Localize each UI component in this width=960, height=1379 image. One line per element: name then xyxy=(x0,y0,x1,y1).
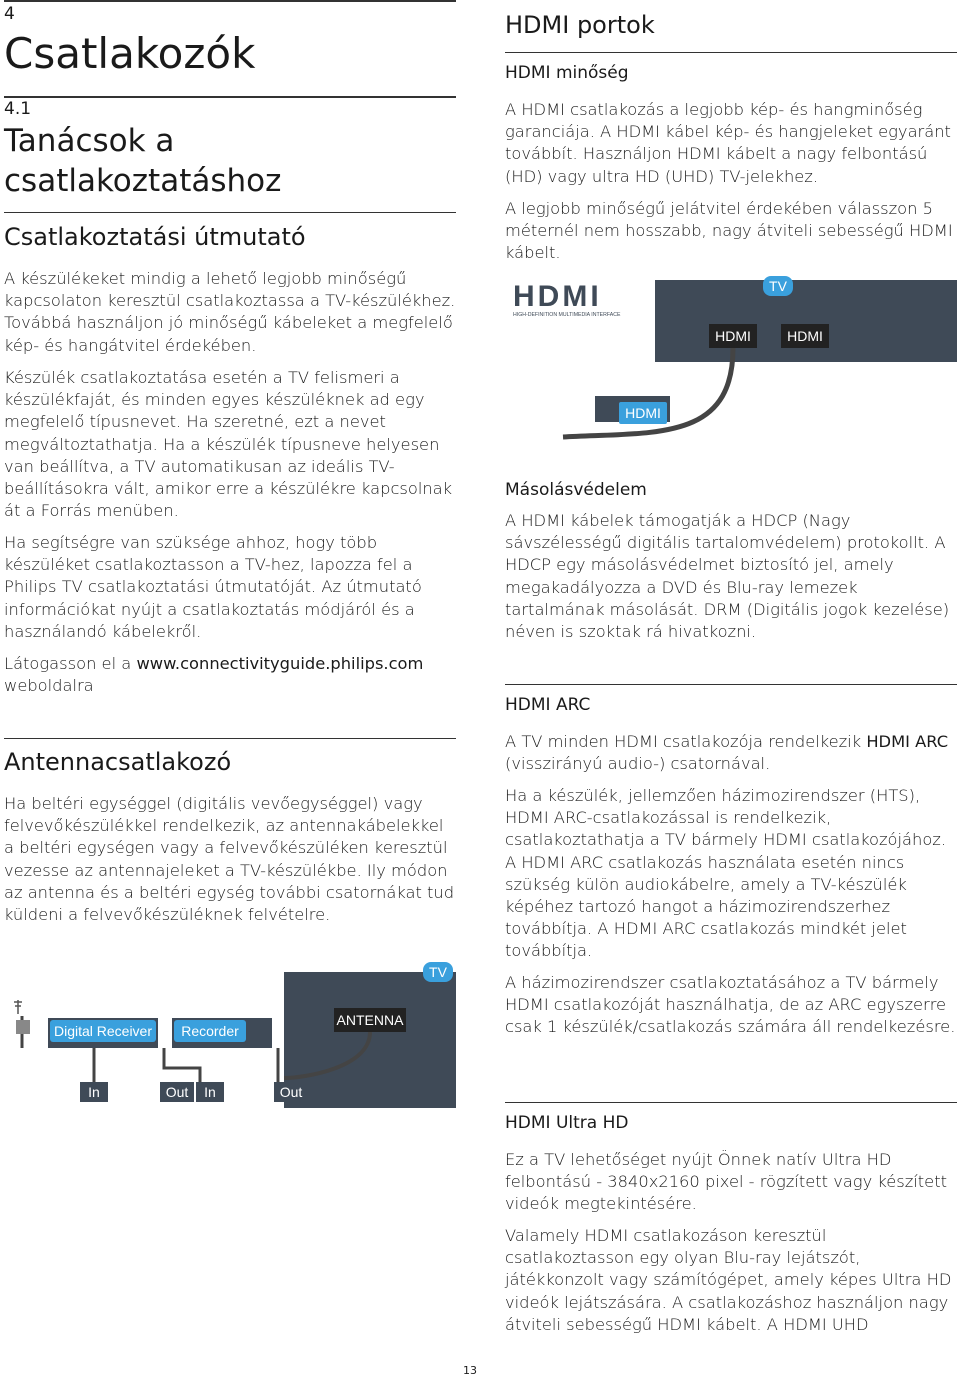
guide-paragraph-2: Készülék csatlakoztatása esetén a TV felismeri a készülékfaját, és minden egyes készüléknek ad egy megfelelő típusnevet. Ha szeretné, ezt a nevet megváltoztathatja. Ha a készülék típusneve helyesen van beállítva, a TV automatikusan az ideális TV-beállításokra vált, amikor erre a készülékre kapcsolnak át a Forrás menüben. xyxy=(4,368,453,521)
out-label-1: Out xyxy=(165,1084,189,1100)
antenna-diagram xyxy=(4,958,456,1108)
hdmi-title: HDMI portok xyxy=(505,11,655,39)
antenna-title: Antennacsatlakozó xyxy=(4,748,232,776)
guide-paragraph-3: Ha segítségre van szüksége ahhoz, hogy több készüléket csatlakoztasson a TV-hez, lapozza fel a Philips TV csatlakoztatási útmutatóját. Az útmutató információkat nyújt a csatlakoztatás módjáról és a használandó kábelekről. xyxy=(4,533,422,641)
arc-title: HDMI ARC xyxy=(505,695,591,715)
hdmi-logo-subtitle: HIGH-DEFINITION MULTIMEDIA INTERFACE xyxy=(513,312,621,318)
arc-p1-bold: HDMI ARC xyxy=(866,732,949,751)
guide-visit xyxy=(4,653,456,697)
antenna-port-label: ANTENNA xyxy=(336,1012,404,1028)
copy-protection-paragraph: A HDMI kábelek támogatják a HDCP (Nagy sávszélességű digitális tartalomvédelem) protokollt. A HDCP egy másolásvédelmet biztosító jel, amely megakadályozza a DVD és Blu-ray lemezek tartalmának másolását. DRM (Digitális jogok kezelése) néven is szoktak rá hivatkozni. xyxy=(505,511,950,642)
hdmi-logo: HDMI xyxy=(513,280,602,313)
guide-title: Csatlakoztatási útmutató xyxy=(4,223,306,251)
guide-rule xyxy=(4,212,456,213)
hdmi-rule xyxy=(505,52,957,53)
out-label-2: Out xyxy=(279,1084,303,1100)
section-number: 4.1 xyxy=(4,99,32,119)
uhd-paragraph-1: Ez a TV lehetőséget nyújt Önnek natív Ultra HD felbontású - 3840x2160 pixel - rögzített vagy készített videók megtekintésére. xyxy=(505,1150,947,1214)
arc-paragraph-3: A házimozirendszer csatlakoztatásához a TV bármely HDMI csatlakozóját használhatja, de az ARC egyszerre csak 1 készülék/csatlakozás számára áll rendelkezésre. xyxy=(505,973,956,1037)
page-number: 13 xyxy=(463,1364,477,1377)
section-title-line1: Tanácsok a xyxy=(4,123,175,159)
aerial-icon xyxy=(14,1000,22,1014)
arc-rule xyxy=(505,684,957,685)
hdmi-port-2-label: HDMI xyxy=(787,328,823,344)
section-title-line2: csatlakoztatáshoz xyxy=(4,163,282,199)
arc-paragraph-2: Ha a készülék, jellemzően házimozirendszer (HTS), HDMI ARC-csatlakozással is rendelkezik, csatlakoztathatja a TV bármely HDMI csatlakozójához. A HDMI ARC csatlakozás használata esetén nincs szükség külön audiokábelre, amely a TV-készülék képéhez tartozó hangot a házimozirendszerhez továbbítja. A HDMI ARC csatlakozás mindkét jelet továbbítja. xyxy=(505,786,947,961)
copy-protection-title: Másolásvédelem xyxy=(505,480,647,500)
section-rule xyxy=(4,96,456,98)
chapter-title: Csatlakozók xyxy=(4,29,256,78)
guide-paragraph-1: A készülékeket mindig a lehető legjobb minőségű kapcsolaton keresztül csatlakoztassa a TV-készülékhez. Továbbá használjon jó minőségű kábeleket a megfelelő kép- és hangátvitel érdekében. xyxy=(4,269,456,355)
hdmi-diagram xyxy=(505,272,957,452)
tv-body xyxy=(655,280,957,362)
uhd-rule xyxy=(505,1102,957,1103)
section-title xyxy=(4,121,456,201)
arc-paragraph-1 xyxy=(505,731,957,775)
chapter-rule xyxy=(4,0,456,2)
visit-suffix: weboldalra xyxy=(4,676,94,696)
visit-prefix: Látogasson el a xyxy=(4,654,132,673)
tv-label: TV xyxy=(429,964,447,980)
antenna-wall-socket-icon xyxy=(16,1020,30,1034)
tv-label: TV xyxy=(769,278,787,294)
connectivity-guide-link[interactable]: www.connectivityguide.philips.com xyxy=(136,654,424,673)
in-label-2: In xyxy=(204,1084,216,1100)
hdmi-quality-paragraph-1: A HDMI csatlakozás a legjobb kép- és hangminőség garanciája. A HDMI kábel kép- és hangjeleket egyaránt továbbít. Használjon HDMI kábelt a nagy felbontású (HD) vagy ultra HD (UHD) TV-jelekhez. xyxy=(505,100,951,186)
antenna-rule xyxy=(4,738,456,739)
antenna-paragraph: Ha beltéri egységgel (digitális vevőegységgel) vagy felvevőkészülékkel rendelkezik, az antennakábelekkel a beltéri egységen vagy a felvevőkészüléken keresztül vezesse az antennajeleket a TV-készülékbe. Ily módon az antenna és a beltéri egység további csatornákat tud küldeni a felvevőkészüléknek felvételre. xyxy=(4,794,455,925)
arc-p1-prefix: A TV minden HDMI csatlakozója rendelkezik xyxy=(505,732,862,751)
chapter-number: 4 xyxy=(4,4,15,24)
recorder-label: Recorder xyxy=(181,1023,239,1039)
uhd-paragraph-2: Valamely HDMI csatlakozáson keresztül csatlakoztasson egy olyan Blu-ray lejátszót, játékkonzolt vagy számítógépet, amely képes Ultra HD videók lejátszására. A csatlakozáshoz használjon nagy átviteli sebességű HDMI kábelt. A HDMI UHD xyxy=(505,1226,952,1334)
hdmi-port-1-label: HDMI xyxy=(715,328,751,344)
digital-receiver-label: Digital Receiver xyxy=(53,1023,153,1039)
arc-p1-suffix: (visszirányú audio-) csatornával. xyxy=(505,754,771,774)
device-cables xyxy=(94,1048,278,1084)
hdmi-quality-title: HDMI minőség xyxy=(505,63,629,83)
hdmi-quality-paragraph-2: A legjobb minőségű jelátvitel érdekében válasszon 5 méternél nem hosszabb, nagy átviteli sebességű HDMI kábelt. xyxy=(505,199,953,263)
uhd-title: HDMI Ultra HD xyxy=(505,1113,629,1133)
device-label: HDMI xyxy=(625,405,661,421)
in-label-1: In xyxy=(88,1084,100,1100)
